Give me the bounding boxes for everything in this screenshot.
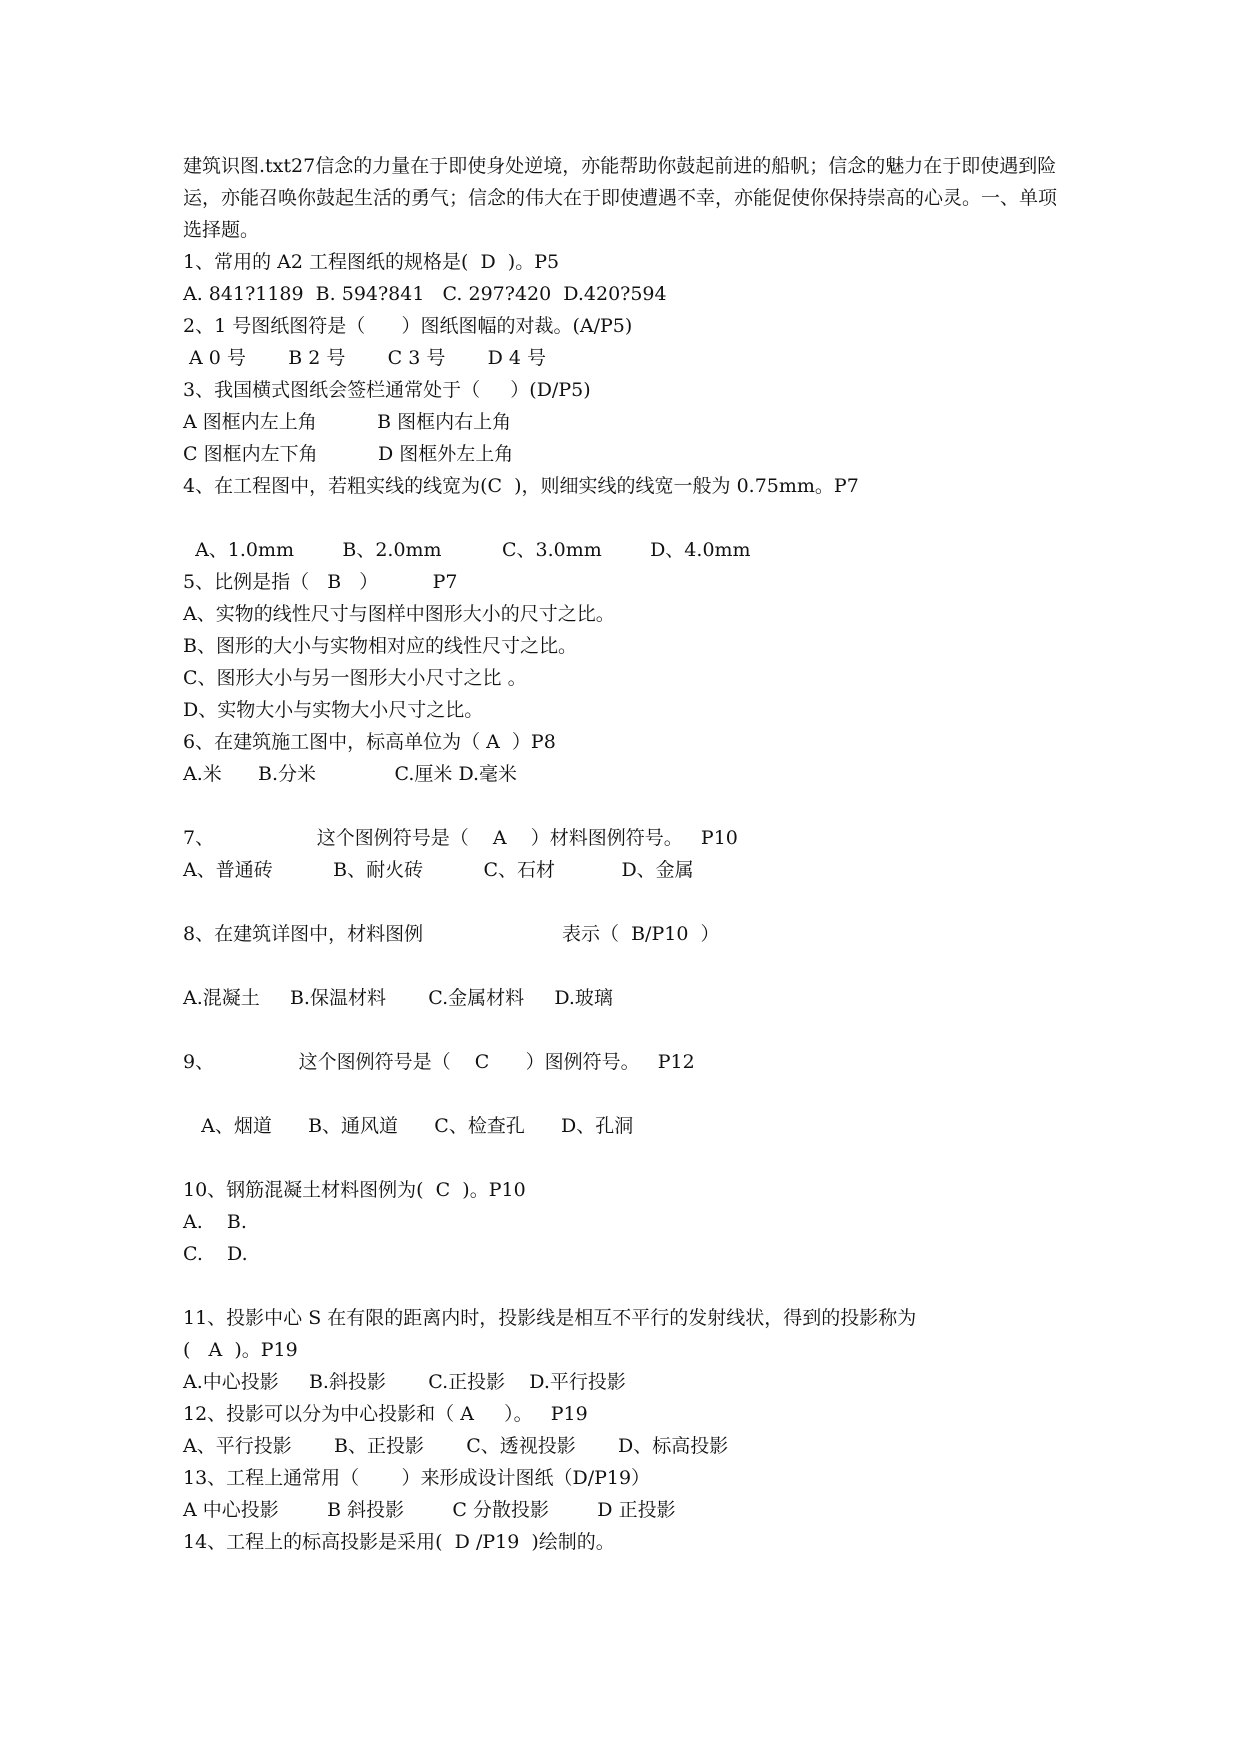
question-1: 1、常用的 A2 工程图纸的规格是( D )。P5 xyxy=(183,251,560,273)
question-1-options: A. 841?1189 B. 594?841 C. 297?420 D.420?594 xyxy=(183,283,667,305)
intro-paragraph: 建筑识图.txt27信念的力量在于即使身处逆境，亦能帮助你鼓起前进的船帆；信念的魅力在于即使遇到险运，亦能召唤你鼓起生活的勇气；信念的伟大在于即使遭遇不幸，亦能促使你保持崇高的心灵。一、单项选择题。 xyxy=(183,155,1058,241)
question-11-continued: ( A )。P19 xyxy=(183,1339,298,1361)
question-4-options: A、1.0mm B、2.0mm C、3.0mm D、4.0mm xyxy=(183,539,751,561)
question-6: 6、在建筑施工图中，标高单位为（ A ）P8 xyxy=(183,731,556,753)
question-2-options: A 0 号 B 2 号 C 3 号 D 4 号 xyxy=(183,347,546,369)
question-5-option-d: D、实物大小与实物大小尺寸之比。 xyxy=(183,699,484,721)
question-10-options-ab: A. B. xyxy=(183,1211,247,1233)
question-12-options: A、平行投影 B、正投影 C、透视投影 D、标高投影 xyxy=(183,1435,729,1457)
question-13-options: A 中心投影 B 斜投影 C 分散投影 D 正投影 xyxy=(183,1499,676,1521)
question-5-option-b: B、图形的大小与实物相对应的线性尺寸之比。 xyxy=(183,635,577,657)
question-13: 13、工程上通常用（ ）来形成设计图纸（D/P19） xyxy=(183,1467,651,1489)
question-5-option-c: C、图形大小与另一图形大小尺寸之比 。 xyxy=(183,667,527,689)
question-5-option-a: A、实物的线性尺寸与图样中图形大小的尺寸之比。 xyxy=(183,603,615,625)
question-10-options-cd: C. D. xyxy=(183,1243,248,1265)
question-10: 10、钢筋混凝土材料图例为( C )。P10 xyxy=(183,1179,526,1201)
question-3: 3、我国横式图纸会签栏通常处于（ ）(D/P5) xyxy=(183,379,591,401)
question-3-options-row-2: C 图框内左下角 D 图框外左上角 xyxy=(183,443,514,465)
question-5: 5、比例是指（ B ） P7 xyxy=(183,571,458,593)
question-11-options: A.中心投影 B.斜投影 C.正投影 D.平行投影 xyxy=(183,1371,626,1393)
question-8: 8、在建筑详图中，材料图例 表示（ B/P10 ） xyxy=(183,923,720,945)
question-3-options-row-1: A 图框内左上角 B 图框内右上角 xyxy=(183,411,512,433)
question-7-options: A、普通砖 B、耐火砖 C、石材 D、金属 xyxy=(183,859,694,881)
question-12: 12、投影可以分为中心投影和（ A ）。 P19 xyxy=(183,1403,588,1425)
question-4: 4、在工程图中，若粗实线的线宽为(C )，则细实线的线宽一般为 0.75mm。P7 xyxy=(183,475,859,497)
question-9: 9、 这个图例符号是（ C ）图例符号。 P12 xyxy=(183,1051,695,1073)
question-9-options: A、烟道 B、通风道 C、检查孔 D、孔洞 xyxy=(183,1115,634,1137)
question-14: 14、工程上的标高投影是采用( D /P19 )绘制的。 xyxy=(183,1531,615,1553)
question-11: 11、投影中心 S 在有限的距离内时，投影线是相互不平行的发射线状，得到的投影称为 xyxy=(183,1307,917,1329)
question-7: 7、 这个图例符号是（ A ）材料图例符号。 P10 xyxy=(183,827,738,849)
question-8-options: A.混凝土 B.保温材料 C.金属材料 D.玻璃 xyxy=(183,987,613,1009)
question-6-options: A.米 B.分米 C.厘米 D.毫米 xyxy=(183,763,518,785)
question-2: 2、1 号图纸图符是（ ）图纸图幅的对裁。(A/P5) xyxy=(183,315,633,337)
